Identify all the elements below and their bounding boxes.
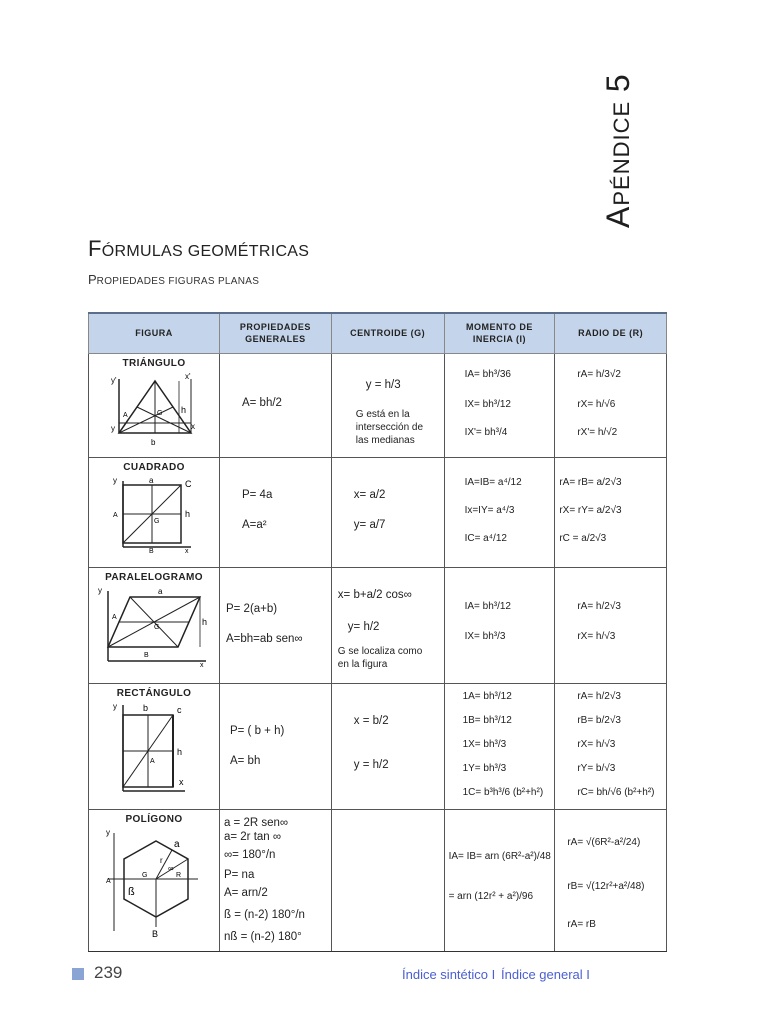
parallelogram-diagram <box>96 585 212 667</box>
tri-label-y-prime: y' <box>110 375 117 385</box>
pol-label-beta: ß <box>127 885 135 898</box>
radius-rectangulo-4: rY= b/√3 <box>577 762 616 774</box>
rect-label-b: b <box>142 702 148 713</box>
sq-label-g: G <box>153 517 160 525</box>
figure-name-rectangulo: RECTÁNGULO <box>116 687 192 699</box>
sq-label-h: h <box>184 508 190 519</box>
radius-triangulo-2: rX= h/√6 <box>577 398 616 410</box>
props-poligono-3: ∞= 180°/n <box>223 848 276 861</box>
inertia-triangulo-2: IX= bh³/12 <box>464 398 511 410</box>
footer-square-marker <box>72 968 84 980</box>
inertia-rectangulo-3: 1X= bh³/3 <box>462 738 507 750</box>
radius-cuadrado-1: rA= rB= a/2√3 <box>559 476 622 488</box>
centroid-triangulo: y = h/3 <box>365 378 401 391</box>
rectangle-diagram <box>109 701 199 797</box>
centroid-rectangulo-x: x = b/2 <box>353 714 389 727</box>
radius-rectangulo-5: rC= bh/√6 (b²+h²) <box>577 786 655 798</box>
tri-label-y: y <box>110 423 115 433</box>
radius-triangulo-1: rA= h/3√2 <box>577 368 621 380</box>
radius-triangulo-3: rX'= h/√2 <box>577 426 618 438</box>
props-rectangulo-perimeter: P= ( b + h) <box>229 724 285 737</box>
pol-label-r: r <box>159 855 163 865</box>
inertia-triangulo-3: IX'= bh³/4 <box>464 426 508 438</box>
cell-props-triangulo <box>219 353 331 457</box>
nav-indice-sintetico-link[interactable]: Índice sintético I <box>402 967 496 982</box>
radius-poligono-2: rB= √(12r²+a²/48) <box>567 880 645 892</box>
rect-label-h: h <box>176 746 182 757</box>
cell-radius-poligono <box>555 809 667 951</box>
inertia-rectangulo-1: 1A= bh³/12 <box>462 690 512 702</box>
pol-label-R: R <box>175 871 182 879</box>
cell-props-rectangulo <box>219 683 331 809</box>
appendix-prefix: A <box>600 205 636 228</box>
cell-radius-cuadrado <box>555 457 667 567</box>
radius-rectangulo-1: rA= h/2√3 <box>577 690 621 702</box>
cell-inertia-triangulo <box>444 353 555 457</box>
header-momento-line2: INERCIA (I) <box>472 334 527 345</box>
inertia-rectangulo-5: 1C= b³h³/6 (b²+h²) <box>462 786 544 798</box>
cell-props-cuadrado <box>219 457 331 567</box>
radius-cuadrado-2: rX= rY= a/2√3 <box>559 504 622 516</box>
cell-radius-rectangulo <box>555 683 667 809</box>
pol-label-B: B <box>151 928 158 939</box>
rect-label-a: A <box>149 757 155 765</box>
props-triangulo-area: A= bh/2 <box>241 396 282 409</box>
radius-rectangulo-2: rB= b/2√3 <box>577 714 621 726</box>
subtitle-initial: P <box>88 272 97 287</box>
square-diagram <box>109 475 199 553</box>
props-rectangulo-area: A= bh <box>229 754 261 767</box>
tri-label-b: b <box>150 437 156 447</box>
pol-label-A: A <box>105 877 111 885</box>
pol-label-a: a <box>173 838 180 850</box>
pol-label-angle: ∞ <box>167 863 174 873</box>
par-label-a2: A <box>111 613 117 621</box>
cell-inertia-cuadrado <box>444 457 555 567</box>
radius-paralelogramo-2: rX= h/√3 <box>577 630 616 642</box>
par-label-g: G <box>153 623 160 631</box>
centroid-note-triangulo-1: G está en la <box>355 408 410 420</box>
cell-props-poligono <box>219 809 331 951</box>
par-label-h: h <box>201 616 207 627</box>
table-header-row <box>89 313 667 353</box>
title-initial: F <box>88 236 102 261</box>
header-momento <box>444 313 555 353</box>
nav-indice-general-link[interactable]: Índice general I <box>501 967 590 982</box>
header-propiedades-line2: GENERALES <box>245 334 306 345</box>
cell-inertia-poligono <box>444 809 555 951</box>
props-paralelogramo-perimeter: P= 2(a+b) <box>225 602 278 615</box>
props-cuadrado-perimeter: P= 4a <box>241 488 273 501</box>
inertia-cuadrado-3: IC= a⁴/12 <box>464 532 507 544</box>
sq-label-a: a <box>148 475 154 485</box>
sq-label-a2: A <box>112 511 118 519</box>
tri-label-h: h <box>180 404 186 415</box>
header-radio: RADIO DE (R) <box>555 313 667 353</box>
rect-label-y: y <box>112 701 117 711</box>
header-propiedades <box>219 313 331 353</box>
rect-label-x: x <box>178 776 184 787</box>
cell-figure-rectangulo <box>89 683 220 809</box>
cell-radius-paralelogramo <box>555 567 667 683</box>
appendix-number: 5 <box>600 73 636 93</box>
centroid-cuadrado-x: x= a/2 <box>353 488 386 501</box>
tri-label-g: G <box>156 409 163 417</box>
centroid-paralelogramo-x: x= b+a/2 cos∞ <box>337 588 412 601</box>
props-poligono-6: ß = (n-2) 180°/n <box>223 908 305 921</box>
props-poligono-7: nß = (n-2) 180° <box>223 930 302 943</box>
centroid-note-triangulo-3: las medianas <box>355 434 415 446</box>
sq-label-b: B <box>148 547 154 553</box>
rect-label-c: c <box>176 704 182 715</box>
props-poligono-2: a= 2r tan ∞ <box>223 830 282 843</box>
cell-centroid-rectangulo <box>331 683 444 809</box>
par-label-a: a <box>157 586 163 596</box>
inertia-poligono-2: = arn (12r² + a²)/96 <box>448 890 534 902</box>
properties-table <box>88 312 667 952</box>
radius-poligono-1: rA= √(6R²-a²/24) <box>567 836 641 848</box>
polygon-diagram <box>104 827 204 939</box>
props-poligono-4: P= na <box>223 868 255 881</box>
cell-centroid-cuadrado <box>331 457 444 567</box>
radius-poligono-3: rA= rB <box>567 918 596 930</box>
radius-paralelogramo-1: rA= h/2√3 <box>577 600 621 612</box>
cell-centroid-paralelogramo <box>331 567 444 683</box>
centroid-note-triangulo-2: intersección de <box>355 421 424 433</box>
props-cuadrado-area: A=a² <box>241 518 267 531</box>
centroid-note-paralelogramo-2: en la figura <box>337 658 388 670</box>
sq-label-c: C <box>184 478 192 489</box>
appendix-heading <box>600 73 644 228</box>
header-centroide: CENTROIDE (G) <box>331 313 444 353</box>
figure-name-cuadrado: CUADRADO <box>123 461 185 473</box>
subtitle-rest: ROPIEDADES FIGURAS PLANAS <box>96 276 260 287</box>
table-row-rectangulo <box>89 683 667 809</box>
par-label-y: y <box>97 585 102 595</box>
inertia-rectangulo-4: 1Y= bh³/3 <box>462 762 507 774</box>
radius-cuadrado-3: rC = a/2√3 <box>559 532 607 544</box>
header-propiedades-line1: PROPIEDADES <box>239 322 311 333</box>
table-row-poligono <box>89 809 667 951</box>
centroid-paralelogramo-y: y= h/2 <box>347 620 380 633</box>
centroid-note-paralelogramo-1: G se localiza como <box>337 645 423 657</box>
cell-centroid-poligono <box>331 809 444 951</box>
cell-props-paralelogramo <box>219 567 331 683</box>
inertia-triangulo-1: IA= bh³/36 <box>464 368 511 380</box>
sq-label-y: y <box>112 475 117 485</box>
figure-name-poligono: POLÍGONO <box>125 813 183 825</box>
cell-inertia-rectangulo <box>444 683 555 809</box>
cell-inertia-paralelogramo <box>444 567 555 683</box>
table-row-cuadrado <box>89 457 667 567</box>
cell-figure-paralelogramo <box>89 567 220 683</box>
cell-figure-cuadrado <box>89 457 220 567</box>
page-subtitle <box>88 272 259 287</box>
cell-centroid-triangulo <box>331 353 444 457</box>
radius-rectangulo-3: rX= h/√3 <box>577 738 616 750</box>
table-row-triangulo <box>89 353 667 457</box>
props-poligono-5: A= arn/2 <box>223 886 268 899</box>
centroid-cuadrado-y: y= a/7 <box>353 518 386 531</box>
par-label-b: B <box>143 651 149 659</box>
centroid-rectangulo-y: y = h/2 <box>353 758 389 771</box>
page-number: 239 <box>94 963 123 982</box>
cell-radius-triangulo <box>555 353 667 457</box>
figure-name-triangulo: TRIÁNGULO <box>122 357 186 369</box>
tri-label-x: x <box>190 421 195 431</box>
table-row-paralelogramo <box>89 567 667 683</box>
cell-figure-poligono <box>89 809 220 951</box>
props-poligono-1: a = 2R sen∞ <box>223 816 289 829</box>
pol-label-G: G <box>141 871 148 879</box>
tri-label-x-prime: x' <box>184 371 191 381</box>
inertia-cuadrado-2: Ix=IY= a⁴/3 <box>464 504 515 516</box>
cell-figure-triangulo <box>89 353 220 457</box>
inertia-paralelogramo-2: IX= bh³/3 <box>464 630 506 642</box>
appendix-rest: PÉNDICE <box>609 100 634 206</box>
sq-label-x: x <box>184 547 189 553</box>
figure-name-paralelogramo: PARALELOGRAMO <box>105 571 203 583</box>
header-figura: FIGURA <box>89 313 220 353</box>
inertia-poligono-1: IA= IB= arn (6R²-a²)/48 <box>448 850 551 862</box>
inertia-cuadrado-1: IA=IB= a⁴/12 <box>464 476 522 488</box>
inertia-paralelogramo-1: IA= bh³/12 <box>464 600 511 612</box>
page-title <box>88 236 309 262</box>
header-momento-line1: MOMENTO DE <box>466 322 533 333</box>
title-rest: ÓRMULAS GEOMÉTRICAS <box>101 243 310 260</box>
props-paralelogramo-area: A=bh=ab sen∞ <box>225 632 303 645</box>
tri-label-a: A <box>122 411 128 419</box>
pol-label-y: y <box>105 827 110 837</box>
par-label-x: x <box>199 661 204 667</box>
triangle-diagram <box>111 371 197 447</box>
inertia-rectangulo-2: 1B= bh³/12 <box>462 714 512 726</box>
